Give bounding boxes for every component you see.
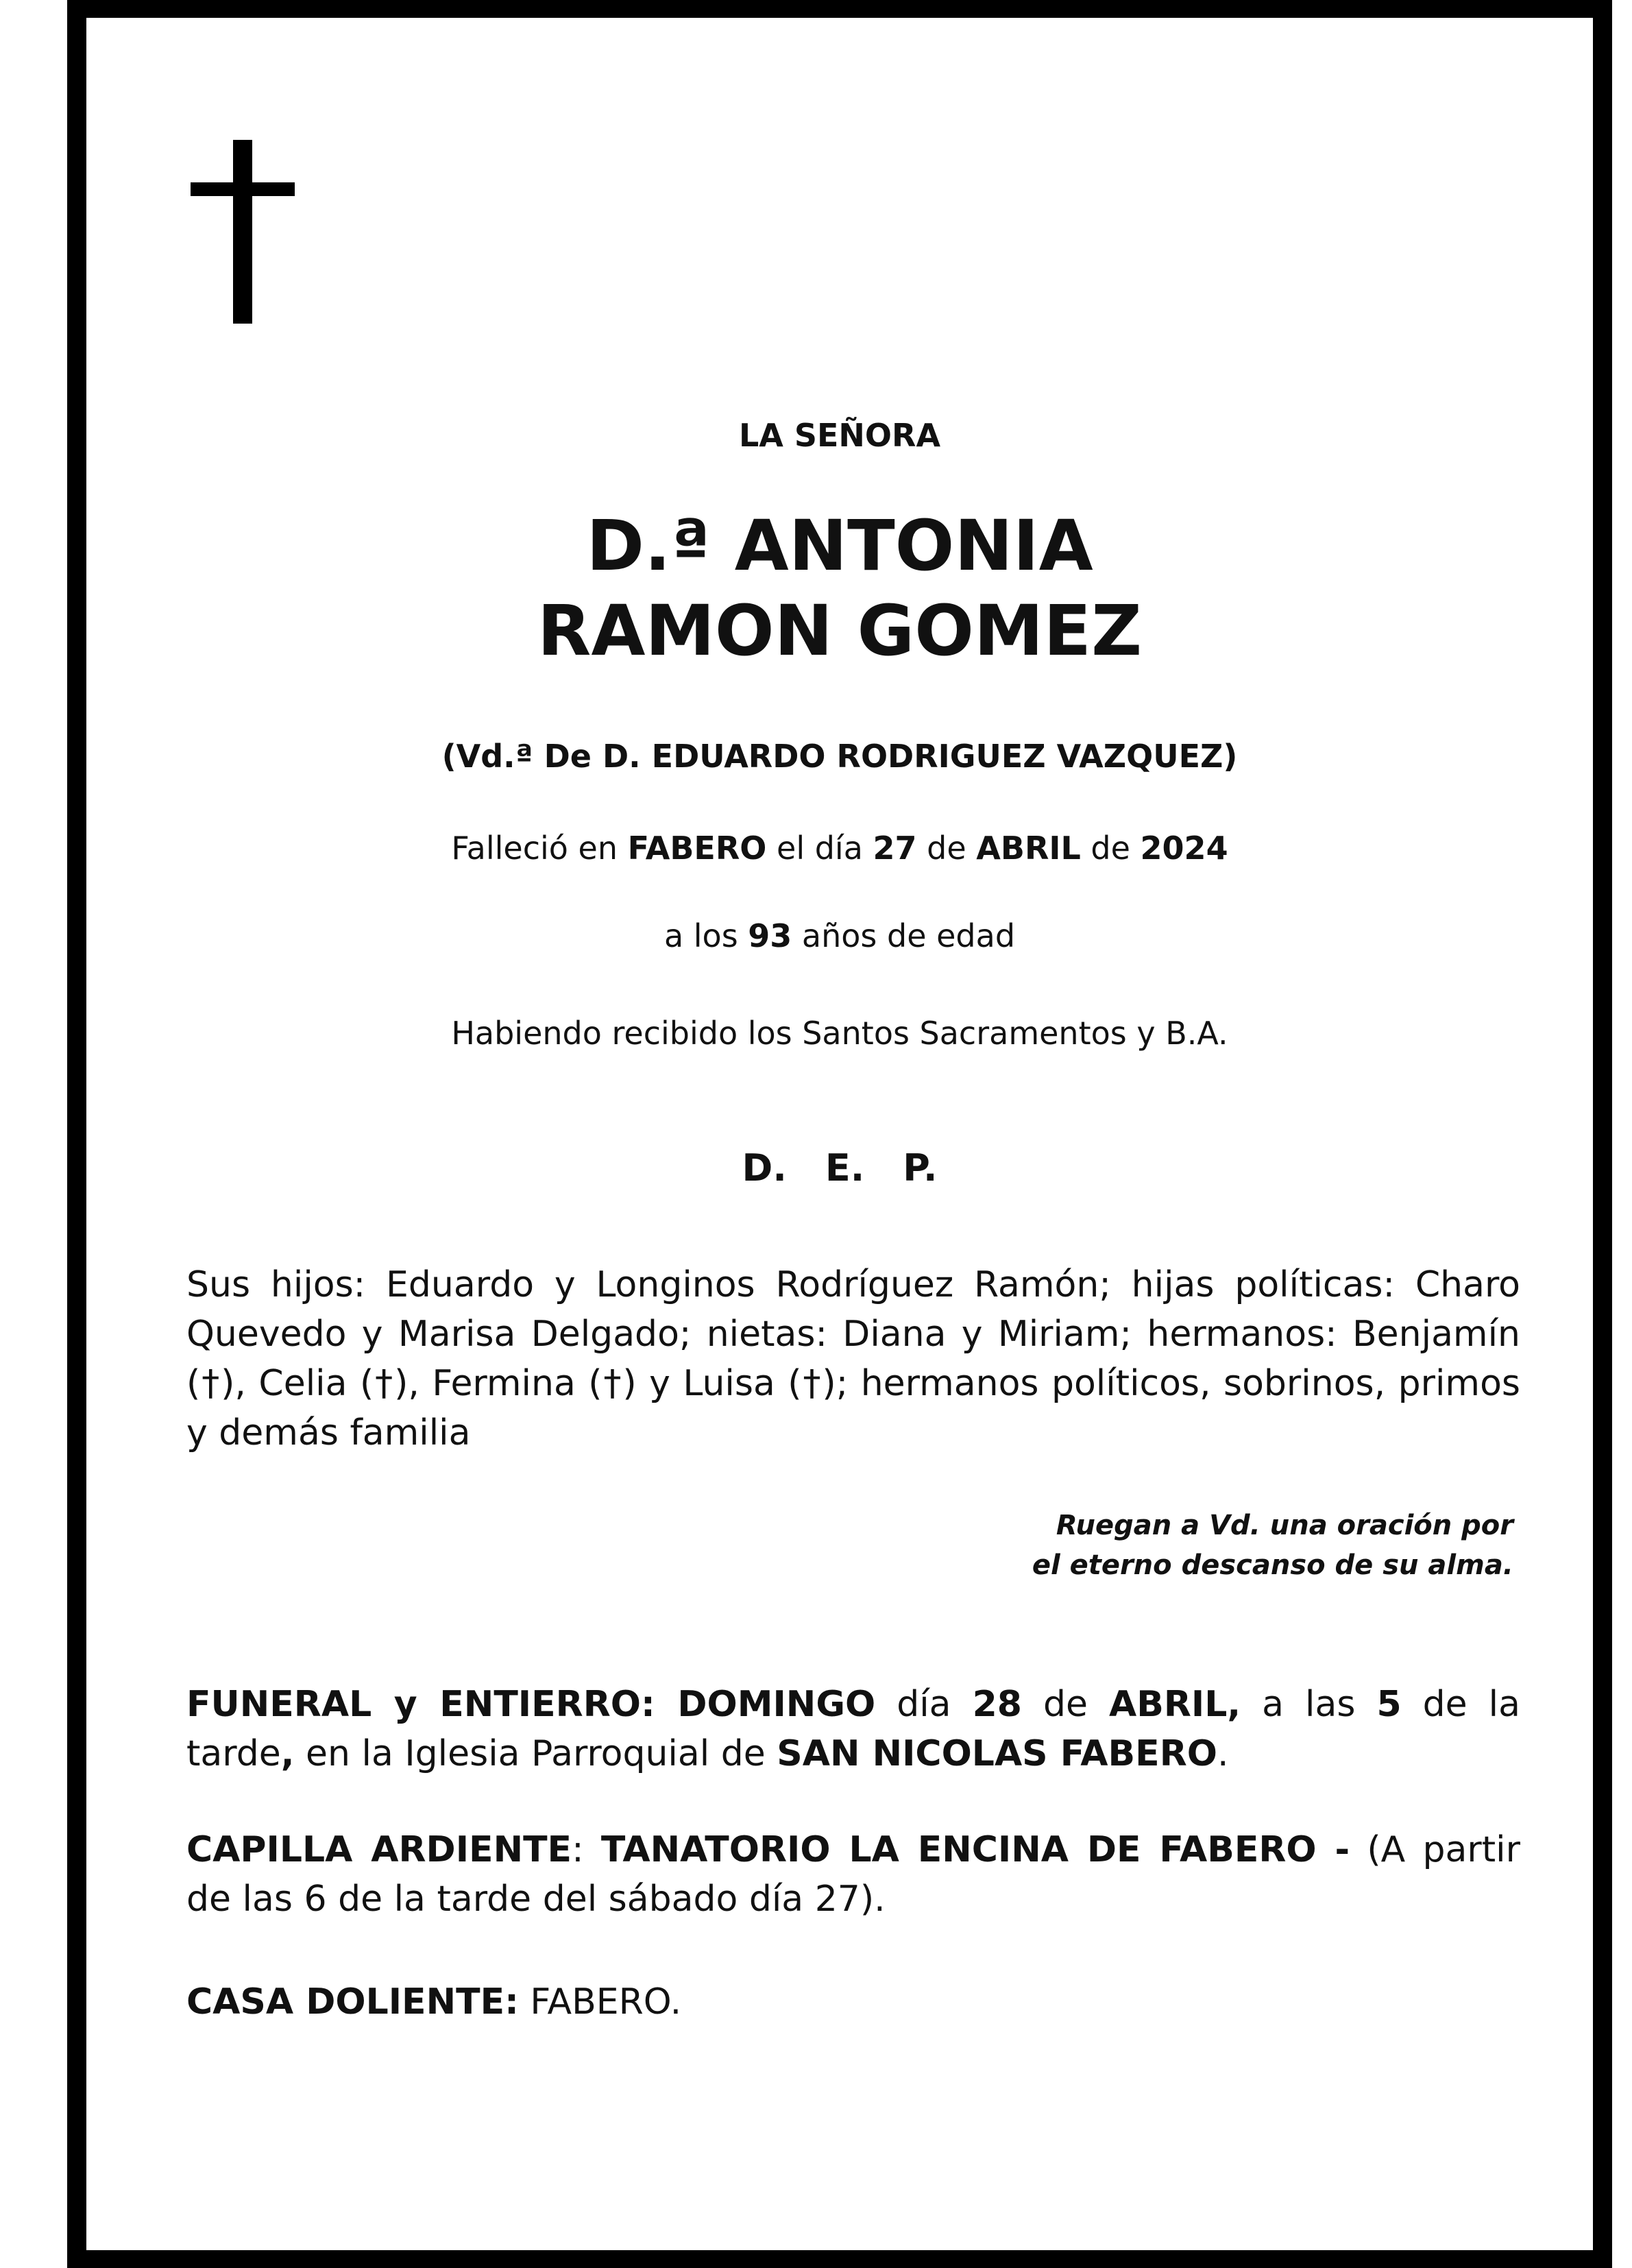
death-month: ABRIL xyxy=(976,830,1081,867)
deceased-name xyxy=(67,504,1612,674)
death-line: Falleció en FABERO el día 27 de ABRIL de 2024 xyxy=(451,830,1228,867)
dep-line: D. E. P. xyxy=(742,1146,938,1190)
capilla-info: CAPILLA ARDIENTE: TANATORIO LA ENCINA DE FABERO - (A partir de las 6 de la tarde del sábado día 27). xyxy=(186,1829,1521,1920)
age-years: 93 xyxy=(748,917,792,954)
age-line: a los 93 años de edad xyxy=(663,917,1016,954)
widow-of: (Vd.ª De D. EDUARDO RODRIGUEZ VAZQUEZ) xyxy=(441,738,1238,775)
death-year: 2024 xyxy=(1140,830,1228,867)
death-day: 27 xyxy=(873,830,917,867)
sacraments-line: Habiendo recibido los Santos Sacramentos y B.A. xyxy=(451,1015,1228,1052)
prayer-line-2: el eterno descanso de su alma. xyxy=(1032,1549,1513,1581)
name-line-2: RAMON GOMEZ xyxy=(537,590,1143,672)
family-paragraph: Sus hijos: Eduardo y Longinos Rodríguez Ramón; hijas políticas: Charo Quevedo y Marisa Delgado; nietas: Diana y Miriam; hermanos: Benjamín (†), Celia (†), Fermina (†) y Luisa (†); hermanos políticos, sobrinos, primos y demás familia xyxy=(186,1264,1520,1453)
tanatorio-name: TANATORIO LA ENCINA DE FABERO - xyxy=(600,1829,1350,1870)
funeral-info: FUNERAL y ENTIERRO: DOMINGO día 28 de ABRIL, a las 5 de la tarde, en la Iglesia Parroquial de SAN NICOLAS FABERO. xyxy=(186,1684,1520,1774)
header-title: LA SEÑORA xyxy=(738,417,941,454)
cross-icon xyxy=(191,140,295,324)
church-name: SAN NICOLAS FABERO xyxy=(777,1733,1217,1774)
prayer-request xyxy=(754,1506,1513,1585)
prayer-line-1: Ruegan a Vd. una oración por xyxy=(1056,1510,1513,1541)
death-place: FABERO xyxy=(627,830,767,867)
document-border xyxy=(67,0,1612,2268)
name-line-1: D.ª ANTONIA xyxy=(586,505,1093,587)
casa-doliente: CASA DOLIENTE: FABERO. xyxy=(186,1981,682,2023)
